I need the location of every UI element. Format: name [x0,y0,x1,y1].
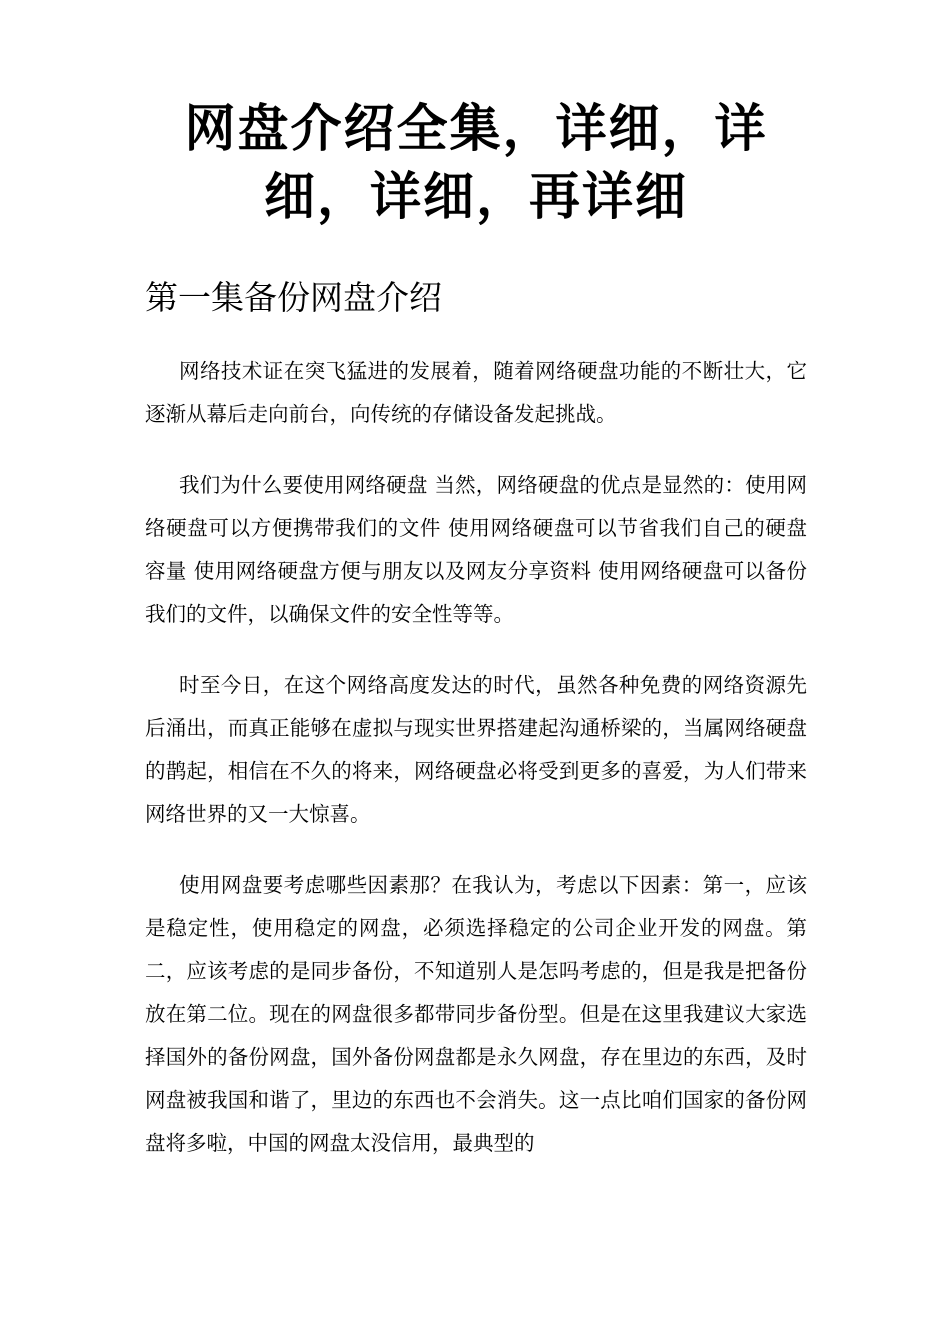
paragraph-intro: 网络技术证在突飞猛进的发展着，随着网络硬盘功能的不断壮大，它逐渐从幕后走向前台，向传统的存储设备发起挑战。 [145,359,807,426]
paragraph-today: 时至今日，在这个网络高度发达的时代，虽然各种免费的网络资源先后涌出，而真正能够在虚拟与现实世界搭建起沟通桥梁的，当属网络硬盘的鹊起，相信在不久的将来，网络硬盘必将受到更多的喜爱，为人们带来网络世界的又一大惊喜。 [145,673,807,826]
paragraph-why-use: 我们为什么要使用网络硬盘 当然，网络硬盘的优点是显然的：使用网络硬盘可以方便携带我们的文件 使用网络硬盘可以节省我们自己的硬盘容量 使用网络硬盘方便与朋友以及网友分享资料 使用网络硬盘可以备份我们的文件，以确保文件的安全性等等。 [145,473,807,626]
section-heading: 第一集备份网盘介绍 [145,278,442,317]
document-body [145,350,807,1193]
document-title: 网盘介绍全集，详细，详细，详细，再详细 [184,100,768,227]
paragraph-factors: 使用网盘要考虑哪些因素那？在我认为，考虑以下因素：第一，应该是稳定性，使用稳定的网盘，必须选择稳定的公司企业开发的网盘。第二，应该考虑的是同步备份，不知道别人是怎吗考虑的，但是我是把备份放在第二位。现在的网盘很多都带同步备份型。但是在这里我建议大家选择国外的备份网盘，国外备份网盘都是永久网盘，存在里边的东西，及时网盘被我国和谐了，里边的东西也不会消失。这一点比咱们国家的备份网盘将多啦，中国的网盘太没信用，最典型的 [145,873,807,1155]
